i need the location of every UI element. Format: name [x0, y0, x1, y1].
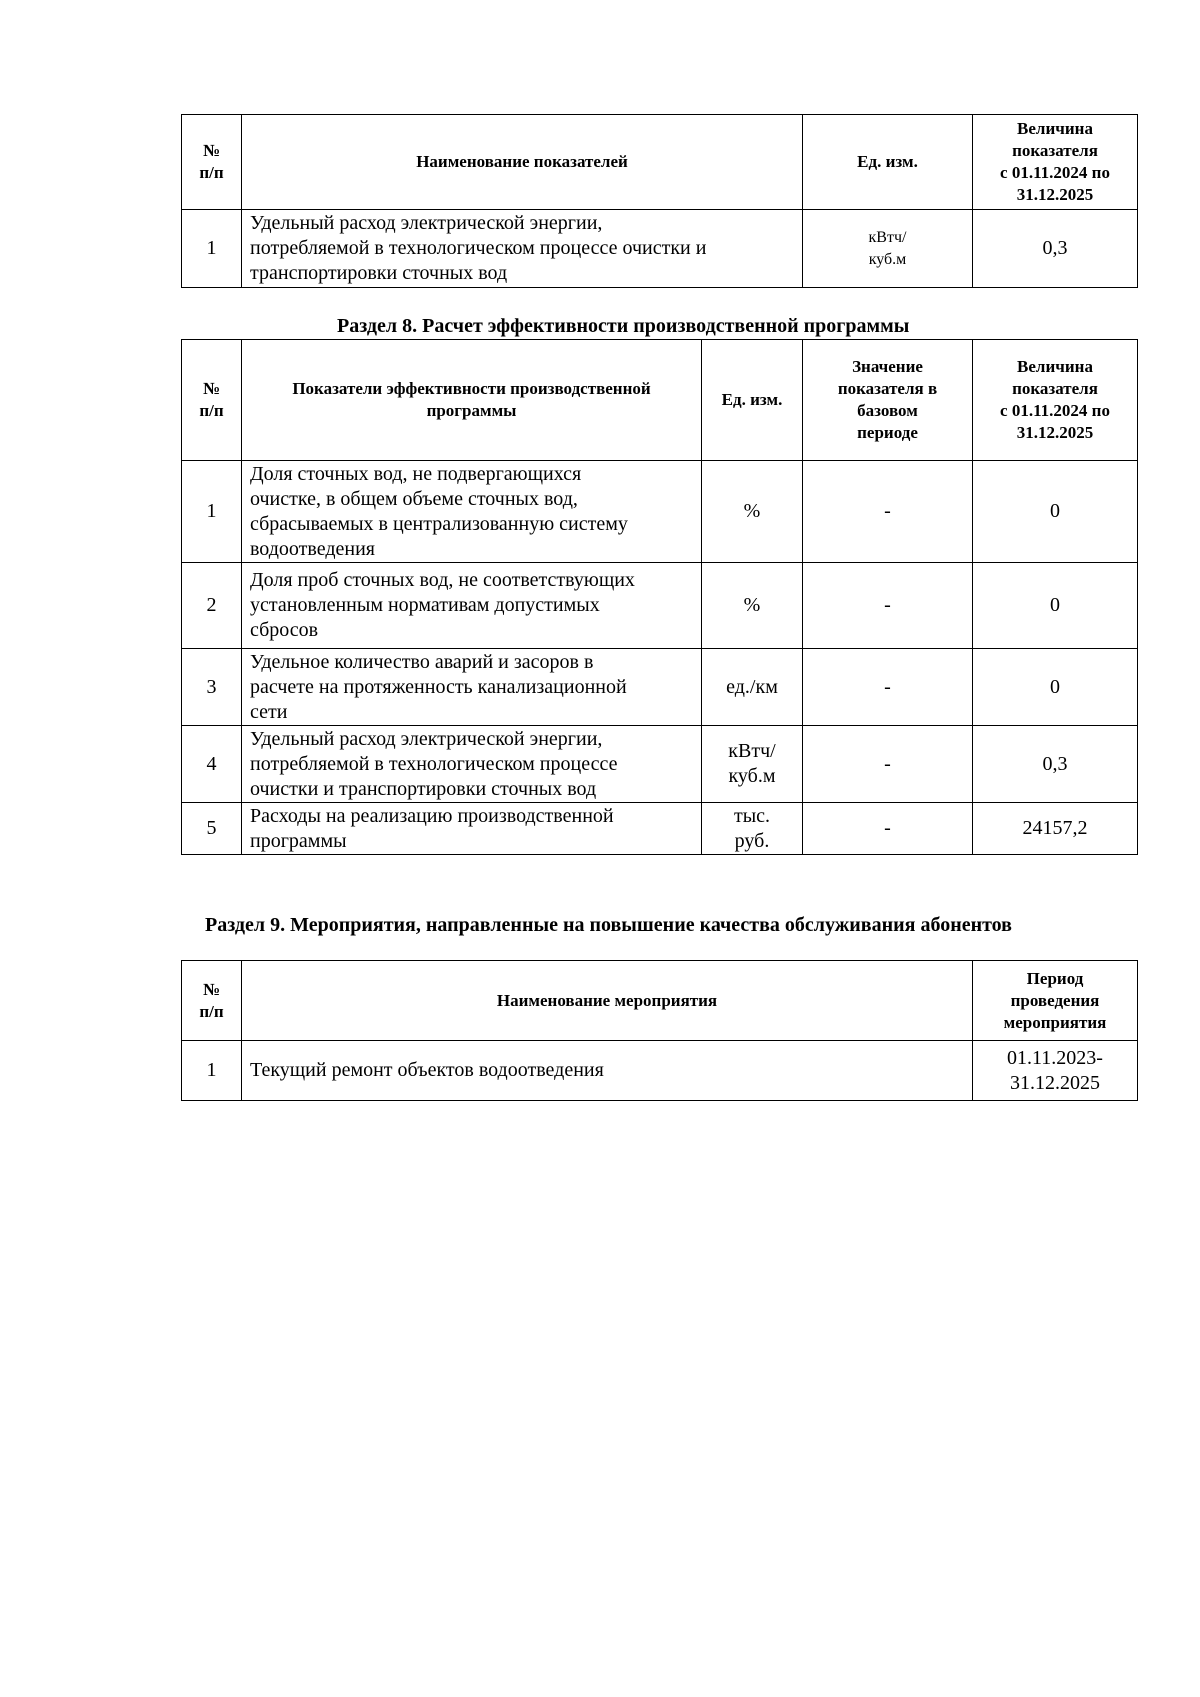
- col-header-value: Величина показателя с 01.11.2024 по 31.12.2025: [973, 340, 1138, 461]
- row-unit: кВтч/ куб.м: [702, 726, 803, 803]
- row-unit: ед./км: [702, 649, 803, 726]
- col-header-num: № п/п: [182, 340, 242, 461]
- table-row: [182, 803, 1138, 855]
- row-unit: %: [702, 563, 803, 649]
- row-num: 2: [182, 563, 242, 649]
- row-base: -: [803, 563, 973, 649]
- col-header-base: Значение показателя в базовом периоде: [803, 340, 973, 461]
- table-header-row: [182, 115, 1138, 210]
- section-8-title: Раздел 8. Расчет эффективности производственной программы: [337, 315, 910, 337]
- col-header-name: Наименование показателей: [242, 115, 803, 210]
- measures-table: [181, 960, 1138, 1101]
- col-header-unit: Ед. изм.: [803, 115, 973, 210]
- row-name: Доля проб сточных вод, не соответствующих установленным нормативам допустимых сбросов: [242, 563, 702, 649]
- table-row: [182, 726, 1138, 803]
- table-header-row: [182, 961, 1138, 1041]
- table-row: [182, 210, 1138, 288]
- col-header-value: Величина показателя с 01.11.2024 по 31.12.2025: [973, 115, 1138, 210]
- section-9-title: Раздел 9. Мероприятия, направленные на повышение качества обслуживания абонентов: [205, 914, 1012, 936]
- col-header-num: № п/п: [182, 961, 242, 1041]
- row-unit: кВтч/ куб.м: [803, 210, 973, 288]
- table-row: [182, 649, 1138, 726]
- row-name: Текущий ремонт объектов водоотведения: [242, 1041, 973, 1101]
- col-header-period: Период проведения мероприятия: [973, 961, 1138, 1041]
- row-num: 1: [182, 1041, 242, 1101]
- row-base: -: [803, 461, 973, 563]
- row-value: 0,3: [973, 726, 1138, 803]
- row-num: 1: [182, 210, 242, 288]
- col-header-unit: Ед. изм.: [702, 340, 803, 461]
- row-base: -: [803, 649, 973, 726]
- col-header-name: Показатели эффективности производственной программы: [242, 340, 702, 461]
- row-value: 0: [973, 563, 1138, 649]
- row-value: 0,3: [973, 210, 1138, 288]
- row-name: Удельное количество аварий и засоров в расчете на протяженность канализационной сети: [242, 649, 702, 726]
- row-base: -: [803, 726, 973, 803]
- row-unit: %: [702, 461, 803, 563]
- row-num: 5: [182, 803, 242, 855]
- row-value: 0: [973, 461, 1138, 563]
- row-period: 01.11.2023- 31.12.2025: [973, 1041, 1138, 1101]
- col-header-num: № п/п: [182, 115, 242, 210]
- row-name: Расходы на реализацию производственной программы: [242, 803, 702, 855]
- col-header-name: Наименование мероприятия: [242, 961, 973, 1041]
- row-unit: тыс. руб.: [702, 803, 803, 855]
- row-value: 24157,2: [973, 803, 1138, 855]
- efficiency-table: [181, 339, 1138, 855]
- row-name: Удельный расход электрической энергии, потребляемой в технологическом процессе очистки и транспортировки сточных вод: [242, 726, 702, 803]
- row-name: Доля сточных вод, не подвергающихся очистке, в общем объеме сточных вод, сбрасываемых в централизованную систему водоотведения: [242, 461, 702, 563]
- row-name: Удельный расход электрической энергии, потребляемой в технологическом процессе очистки и транспортировки сточных вод: [242, 210, 803, 288]
- indicator-table: [181, 114, 1138, 288]
- table-header-row: [182, 340, 1138, 461]
- row-num: 1: [182, 461, 242, 563]
- row-num: 3: [182, 649, 242, 726]
- table-row: [182, 461, 1138, 563]
- row-value: 0: [973, 649, 1138, 726]
- row-num: 4: [182, 726, 242, 803]
- row-base: -: [803, 803, 973, 855]
- table-row: [182, 1041, 1138, 1101]
- table-row: [182, 563, 1138, 649]
